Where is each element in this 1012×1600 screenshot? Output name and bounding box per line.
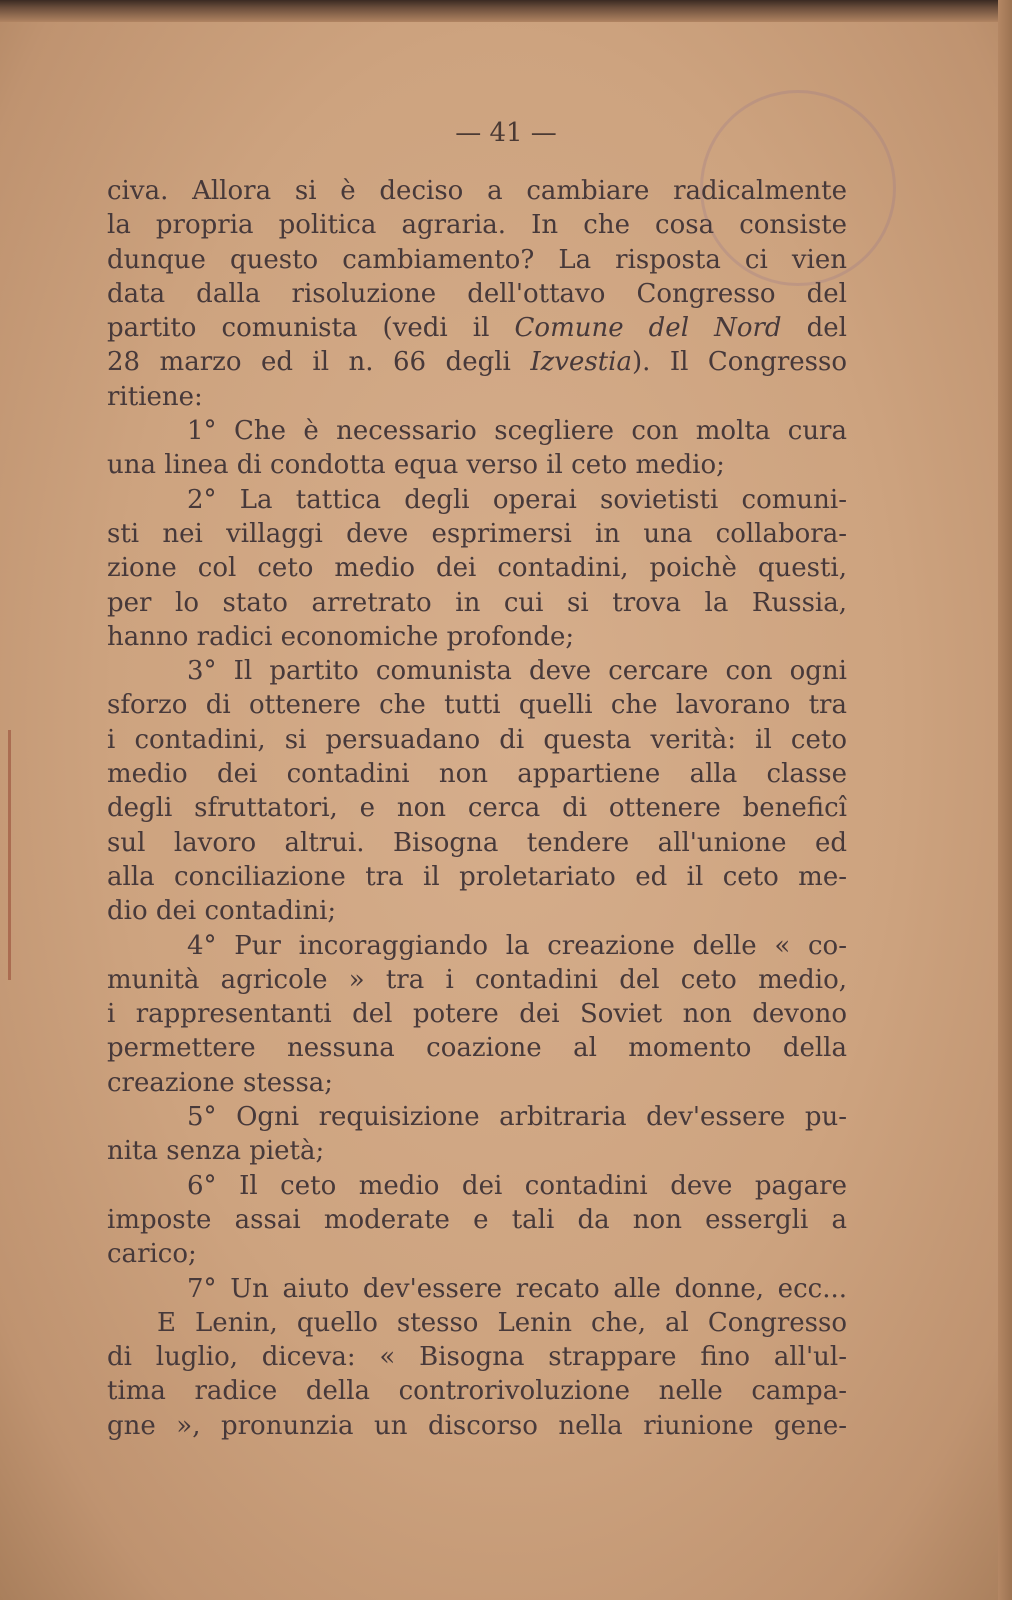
text-line-content: medio dei contadini non appartiene alla classe: [107, 759, 847, 790]
text-line: [107, 243, 847, 277]
page-right-edge: [998, 0, 1012, 1600]
text-line-content: una linea di condotta equa verso il ceto medio;: [107, 450, 725, 481]
text-line-content: nita senza pietà;: [107, 1136, 325, 1167]
text-line: [107, 1272, 847, 1306]
text-line-content: imposte assai moderate e tali da non essergli a: [107, 1204, 847, 1235]
text-line-content: 28 marzo ed il n. 66 degli: [107, 347, 531, 378]
text-line-content: dunque questo cambiamento? La risposta ci vien: [107, 244, 847, 275]
text-line-content: carico;: [107, 1239, 197, 1270]
text-line: [107, 345, 847, 379]
text-line: [107, 517, 847, 551]
text-line: [107, 1306, 847, 1340]
text-line: [107, 1169, 847, 1203]
text-line: [107, 1066, 847, 1100]
text-line-content: E Lenin, quello stesso Lenin che, al Congresso: [157, 1307, 847, 1338]
text-line-content: 6° Il ceto medio dei contadini deve pagare: [187, 1170, 847, 1201]
text-line: [107, 551, 847, 585]
page-top-edge: [0, 0, 1012, 22]
text-line-tail: del: [781, 313, 847, 344]
text-line: [107, 483, 847, 517]
text-line: [107, 723, 847, 757]
text-line: [107, 1134, 847, 1168]
italic-title: Comune del Nord: [514, 313, 782, 344]
margin-mark: [8, 730, 11, 980]
text-line: [107, 174, 847, 208]
text-line-content: di luglio, diceva: « Bisogna strappare fino all'ul-: [107, 1342, 847, 1373]
text-line-content: 5° Ogni requisizione arbitraria dev'essere pu-: [187, 1102, 847, 1133]
text-line: [107, 620, 847, 654]
text-line: [107, 277, 847, 311]
text-line: [107, 757, 847, 791]
text-line: [107, 1100, 847, 1134]
text-line-content: sul lavoro altrui. Bisogna tendere all'unione ed: [107, 827, 847, 858]
text-line-content: hanno radici economiche profonde;: [107, 621, 575, 652]
text-line: [107, 448, 847, 482]
text-line-content: dio dei contadini;: [107, 896, 337, 927]
text-line-content: i rappresentanti del potere dei Soviet non devono: [107, 999, 847, 1030]
text-line-content: tima radice della controrivoluzione nelle campa-: [107, 1376, 847, 1407]
text-line-content: 1° Che è necessario scegliere con molta cura: [187, 416, 847, 447]
text-line-tail: ). Il Congresso: [631, 347, 847, 378]
text-line: [107, 929, 847, 963]
text-line-content: munità agricole » tra i contadini del ceto medio,: [107, 964, 847, 995]
italic-title: Izvestia: [530, 347, 632, 378]
text-line-content: partito comunista (vedi il: [107, 313, 515, 344]
text-line-content: gne », pronunzia un discorso nella riunione gene-: [107, 1410, 847, 1441]
text-line-content: degli sfruttatori, e non cerca di ottenere beneficî: [107, 793, 847, 824]
text-line-content: alla conciliazione tra il proletariato ed il ceto me-: [107, 861, 847, 892]
text-line: [107, 997, 847, 1031]
text-line-content: i contadini, si persuadano di questa verità: il ceto: [107, 724, 847, 755]
text-line: [107, 826, 847, 860]
text-line: [107, 688, 847, 722]
page-number: — 41 —: [455, 118, 557, 148]
text-line-content: 7° Un aiuto dev'essere recato alle donne, ecc...: [187, 1273, 847, 1304]
text-line-content: data dalla risoluzione dell'ottavo Congresso del: [107, 278, 847, 309]
text-line: [107, 1409, 847, 1443]
text-line: [107, 1374, 847, 1408]
text-line: [107, 894, 847, 928]
text-line-content: la propria politica agraria. In che cosa consiste: [107, 210, 847, 241]
text-line: [107, 414, 847, 448]
text-line-content: 4° Pur incoraggiando la creazione delle « co-: [187, 930, 847, 961]
text-line: [107, 654, 847, 688]
text-line: [107, 1031, 847, 1065]
text-line: [107, 380, 847, 414]
text-line-content: permettere nessuna coazione al momento della: [107, 1033, 847, 1064]
text-line: [107, 311, 847, 345]
text-line-content: 2° La tattica degli operai sovietisti comuni-: [187, 484, 847, 515]
text-line-content: zione col ceto medio dei contadini, poichè questi,: [107, 553, 847, 584]
text-line: [107, 208, 847, 242]
text-line: [107, 1203, 847, 1237]
text-line: [107, 1237, 847, 1271]
text-line-content: sforzo di ottenere che tutti quelli che lavorano tra: [107, 690, 847, 721]
text-line: [107, 1340, 847, 1374]
text-line-content: per lo stato arretrato in cui si trova la Russia,: [107, 587, 847, 618]
body-text: [107, 174, 847, 1443]
text-line-content: civa. Allora si è deciso a cambiare radicalmente: [107, 176, 847, 206]
text-line-content: sti nei villaggi deve esprimersi in una collabora-: [107, 518, 847, 549]
text-line: [107, 860, 847, 894]
text-line: [107, 963, 847, 997]
text-line-content: 3° Il partito comunista deve cercare con ogni: [187, 656, 847, 687]
text-line: [107, 586, 847, 620]
text-line-content: ritiene:: [107, 381, 203, 412]
text-line-content: creazione stessa;: [107, 1067, 334, 1098]
text-line: [107, 791, 847, 825]
